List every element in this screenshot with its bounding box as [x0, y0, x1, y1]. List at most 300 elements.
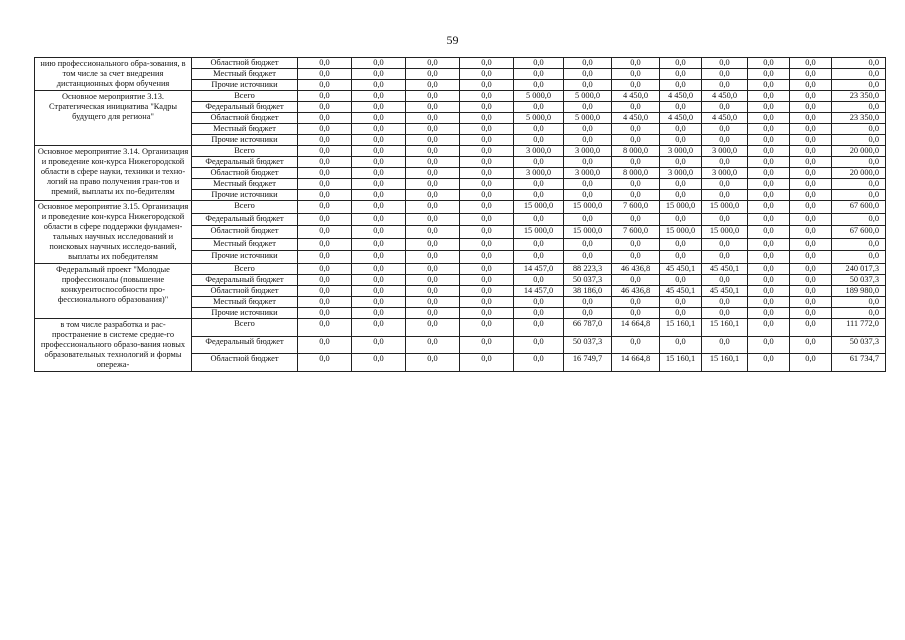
value-cell: 0,0 — [702, 251, 748, 264]
value-cell: 0,0 — [460, 102, 514, 113]
total-cell: 0,0 — [832, 124, 886, 135]
value-cell: 0,0 — [406, 213, 460, 226]
value-cell: 0,0 — [702, 157, 748, 168]
value-cell: 0,0 — [790, 319, 832, 337]
total-cell: 0,0 — [832, 213, 886, 226]
value-cell: 0,0 — [702, 213, 748, 226]
value-cell: 0,0 — [748, 297, 790, 308]
value-cell: 15 000,0 — [514, 201, 564, 214]
value-cell: 0,0 — [612, 124, 660, 135]
value-cell: 0,0 — [352, 190, 406, 201]
value-cell: 0,0 — [790, 102, 832, 113]
value-cell: 14 457,0 — [514, 264, 564, 275]
value-cell: 0,0 — [748, 168, 790, 179]
value-cell: 0,0 — [298, 264, 352, 275]
value-cell: 5 000,0 — [514, 113, 564, 124]
value-cell: 0,0 — [460, 80, 514, 91]
value-cell: 0,0 — [748, 190, 790, 201]
value-cell: 0,0 — [790, 113, 832, 124]
value-cell: 0,0 — [564, 308, 612, 319]
value-cell: 0,0 — [790, 69, 832, 80]
value-cell: 46 436,8 — [612, 264, 660, 275]
value-cell: 0,0 — [352, 135, 406, 146]
value-cell: 0,0 — [352, 124, 406, 135]
value-cell: 14 457,0 — [514, 286, 564, 297]
value-cell: 0,0 — [298, 190, 352, 201]
value-cell: 16 749,7 — [564, 354, 612, 372]
value-cell: 4 450,0 — [660, 91, 702, 102]
value-cell: 8 000,0 — [612, 146, 660, 157]
total-cell: 0,0 — [832, 80, 886, 91]
value-cell: 0,0 — [564, 124, 612, 135]
total-cell: 0,0 — [832, 69, 886, 80]
funding-source-cell: Федеральный бюджет — [192, 275, 298, 286]
value-cell: 0,0 — [748, 69, 790, 80]
value-cell: 0,0 — [790, 226, 832, 239]
activity-title: в том числе разработка и рас-пространение в системе средне-го профессионального образо-вания новых образовательных технологий и формы опережа- — [35, 319, 192, 372]
activity-title: Основное мероприятие 3.14. Организация и проведение кон-курса Нижегородской области в сфере науки, техники и техно-логий на право получения гран-тов и премий, выплаты их по-бедителям — [35, 146, 192, 201]
value-cell: 0,0 — [748, 251, 790, 264]
value-cell: 0,0 — [460, 58, 514, 69]
value-cell: 0,0 — [406, 226, 460, 239]
value-cell: 0,0 — [660, 179, 702, 190]
funding-source-cell: Местный бюджет — [192, 124, 298, 135]
value-cell: 0,0 — [298, 238, 352, 251]
value-cell: 0,0 — [460, 201, 514, 214]
value-cell: 3 000,0 — [702, 168, 748, 179]
value-cell: 0,0 — [790, 146, 832, 157]
value-cell: 0,0 — [514, 251, 564, 264]
funding-source-cell: Областной бюджет — [192, 113, 298, 124]
value-cell: 0,0 — [298, 135, 352, 146]
value-cell: 0,0 — [298, 213, 352, 226]
value-cell: 0,0 — [298, 319, 352, 337]
value-cell: 0,0 — [352, 354, 406, 372]
value-cell: 0,0 — [702, 238, 748, 251]
value-cell: 15 000,0 — [702, 226, 748, 239]
value-cell: 0,0 — [460, 251, 514, 264]
value-cell: 0,0 — [514, 179, 564, 190]
budget-table — [34, 57, 886, 372]
value-cell: 0,0 — [748, 102, 790, 113]
activity-title: нию профессионального обра-зования, в том числе за счет внедрения дистанционных форм обучения — [35, 58, 192, 91]
value-cell: 15 160,1 — [702, 354, 748, 372]
value-cell: 0,0 — [660, 124, 702, 135]
value-cell: 0,0 — [298, 251, 352, 264]
value-cell: 15 000,0 — [514, 226, 564, 239]
value-cell: 0,0 — [748, 319, 790, 337]
value-cell: 0,0 — [790, 190, 832, 201]
value-cell: 0,0 — [612, 58, 660, 69]
value-cell: 0,0 — [514, 124, 564, 135]
funding-source-cell: Областной бюджет — [192, 168, 298, 179]
value-cell: 14 664,8 — [612, 319, 660, 337]
value-cell: 0,0 — [790, 58, 832, 69]
total-cell: 67 600,0 — [832, 226, 886, 239]
value-cell: 0,0 — [460, 275, 514, 286]
value-cell: 0,0 — [406, 58, 460, 69]
value-cell: 0,0 — [352, 275, 406, 286]
value-cell: 0,0 — [406, 69, 460, 80]
value-cell: 0,0 — [514, 319, 564, 337]
value-cell: 0,0 — [352, 113, 406, 124]
value-cell: 0,0 — [660, 251, 702, 264]
value-cell: 0,0 — [406, 80, 460, 91]
value-cell: 0,0 — [564, 251, 612, 264]
value-cell: 0,0 — [298, 146, 352, 157]
value-cell: 0,0 — [790, 201, 832, 214]
value-cell: 15 160,1 — [660, 354, 702, 372]
total-cell: 50 037,3 — [832, 336, 886, 354]
value-cell: 0,0 — [298, 201, 352, 214]
table-row — [35, 319, 886, 337]
funding-source-cell: Всего — [192, 319, 298, 337]
value-cell: 0,0 — [298, 179, 352, 190]
activity-title: Федеральный проект "Молодые профессионалы (повышение конкурентоспособности про-фессионального образования)" — [35, 264, 192, 319]
funding-source-cell: Федеральный бюджет — [192, 336, 298, 354]
value-cell: 0,0 — [298, 113, 352, 124]
funding-source-cell: Федеральный бюджет — [192, 157, 298, 168]
value-cell: 0,0 — [660, 157, 702, 168]
value-cell: 0,0 — [564, 102, 612, 113]
value-cell: 0,0 — [460, 69, 514, 80]
value-cell: 0,0 — [514, 190, 564, 201]
value-cell: 0,0 — [460, 319, 514, 337]
value-cell: 0,0 — [352, 168, 406, 179]
value-cell: 0,0 — [702, 275, 748, 286]
value-cell: 5 000,0 — [564, 113, 612, 124]
value-cell: 0,0 — [352, 251, 406, 264]
value-cell: 0,0 — [748, 226, 790, 239]
value-cell: 0,0 — [612, 297, 660, 308]
value-cell: 0,0 — [748, 146, 790, 157]
total-cell: 0,0 — [832, 135, 886, 146]
value-cell: 0,0 — [514, 336, 564, 354]
value-cell: 0,0 — [660, 69, 702, 80]
value-cell: 0,0 — [660, 190, 702, 201]
value-cell: 0,0 — [748, 201, 790, 214]
page-number: 59 — [446, 33, 459, 47]
total-cell: 240 017,3 — [832, 264, 886, 275]
total-cell: 0,0 — [832, 190, 886, 201]
value-cell: 0,0 — [460, 135, 514, 146]
value-cell: 15 000,0 — [564, 201, 612, 214]
table-row — [35, 91, 886, 102]
value-cell: 0,0 — [352, 336, 406, 354]
total-cell: 20 000,0 — [832, 146, 886, 157]
value-cell: 0,0 — [514, 238, 564, 251]
value-cell: 50 037,3 — [564, 336, 612, 354]
value-cell: 0,0 — [460, 354, 514, 372]
value-cell: 0,0 — [460, 157, 514, 168]
value-cell: 0,0 — [298, 286, 352, 297]
value-cell: 0,0 — [460, 213, 514, 226]
value-cell: 0,0 — [298, 308, 352, 319]
value-cell: 0,0 — [702, 135, 748, 146]
activity-title: Основное мероприятие 3.15. Организация и проведение кон-курса Нижегородской области в сфере поддержки фундамен-тальных научных исследований и поисковых научных исследо-ваний, выплаты их победителям — [35, 201, 192, 264]
value-cell: 0,0 — [352, 226, 406, 239]
value-cell: 0,0 — [660, 102, 702, 113]
value-cell: 0,0 — [406, 286, 460, 297]
funding-source-cell: Местный бюджет — [192, 179, 298, 190]
value-cell: 0,0 — [790, 213, 832, 226]
value-cell: 0,0 — [352, 146, 406, 157]
value-cell: 0,0 — [514, 135, 564, 146]
value-cell: 0,0 — [660, 213, 702, 226]
value-cell: 0,0 — [460, 308, 514, 319]
value-cell: 0,0 — [514, 354, 564, 372]
total-cell: 23 350,0 — [832, 113, 886, 124]
value-cell: 0,0 — [460, 113, 514, 124]
funding-source-cell: Местный бюджет — [192, 297, 298, 308]
value-cell: 0,0 — [564, 238, 612, 251]
value-cell: 3 000,0 — [564, 146, 612, 157]
value-cell: 3 000,0 — [660, 168, 702, 179]
value-cell: 0,0 — [352, 286, 406, 297]
value-cell: 0,0 — [748, 213, 790, 226]
value-cell: 0,0 — [790, 91, 832, 102]
value-cell: 0,0 — [460, 336, 514, 354]
funding-source-cell: Всего — [192, 91, 298, 102]
value-cell: 0,0 — [564, 69, 612, 80]
value-cell: 0,0 — [702, 69, 748, 80]
activity-title: Основное мероприятие 3.13. Стратегическая инициатива "Кадры будущего для региона" — [35, 91, 192, 146]
value-cell: 0,0 — [298, 157, 352, 168]
total-cell: 0,0 — [832, 308, 886, 319]
value-cell: 45 450,1 — [702, 264, 748, 275]
value-cell: 0,0 — [748, 354, 790, 372]
value-cell: 0,0 — [748, 308, 790, 319]
value-cell: 0,0 — [748, 135, 790, 146]
value-cell: 0,0 — [564, 157, 612, 168]
table-row — [35, 146, 886, 157]
value-cell: 0,0 — [406, 238, 460, 251]
total-cell: 0,0 — [832, 179, 886, 190]
value-cell: 0,0 — [460, 168, 514, 179]
value-cell: 0,0 — [406, 201, 460, 214]
value-cell: 0,0 — [298, 80, 352, 91]
value-cell: 0,0 — [748, 275, 790, 286]
value-cell: 0,0 — [612, 179, 660, 190]
funding-source-cell: Всего — [192, 146, 298, 157]
value-cell: 0,0 — [660, 80, 702, 91]
value-cell: 0,0 — [790, 135, 832, 146]
funding-source-cell: Всего — [192, 264, 298, 275]
value-cell: 15 000,0 — [660, 201, 702, 214]
value-cell: 0,0 — [460, 226, 514, 239]
value-cell: 0,0 — [748, 80, 790, 91]
total-cell: 0,0 — [832, 58, 886, 69]
value-cell: 0,0 — [460, 286, 514, 297]
value-cell: 0,0 — [612, 80, 660, 91]
value-cell: 0,0 — [564, 58, 612, 69]
value-cell: 0,0 — [612, 251, 660, 264]
value-cell: 0,0 — [702, 179, 748, 190]
funding-source-cell: Областной бюджет — [192, 58, 298, 69]
value-cell: 0,0 — [790, 80, 832, 91]
value-cell: 0,0 — [406, 146, 460, 157]
value-cell: 0,0 — [406, 275, 460, 286]
value-cell: 0,0 — [352, 213, 406, 226]
value-cell: 15 160,1 — [702, 319, 748, 337]
value-cell: 0,0 — [406, 308, 460, 319]
value-cell: 0,0 — [790, 297, 832, 308]
value-cell: 0,0 — [612, 69, 660, 80]
value-cell: 45 450,1 — [660, 264, 702, 275]
total-cell: 0,0 — [832, 251, 886, 264]
value-cell: 0,0 — [406, 179, 460, 190]
value-cell: 15 000,0 — [702, 201, 748, 214]
value-cell: 0,0 — [612, 102, 660, 113]
value-cell: 7 600,0 — [612, 201, 660, 214]
value-cell: 46 436,8 — [612, 286, 660, 297]
value-cell: 0,0 — [352, 157, 406, 168]
value-cell: 0,0 — [702, 336, 748, 354]
value-cell: 0,0 — [748, 264, 790, 275]
value-cell: 0,0 — [514, 58, 564, 69]
value-cell: 15 160,1 — [660, 319, 702, 337]
table-row — [35, 201, 886, 214]
value-cell: 0,0 — [748, 91, 790, 102]
value-cell: 4 450,0 — [612, 113, 660, 124]
value-cell: 0,0 — [748, 286, 790, 297]
total-cell: 189 980,0 — [832, 286, 886, 297]
value-cell: 0,0 — [352, 297, 406, 308]
value-cell: 0,0 — [612, 135, 660, 146]
value-cell: 45 450,1 — [702, 286, 748, 297]
funding-source-cell: Прочие источники — [192, 190, 298, 201]
value-cell: 0,0 — [406, 336, 460, 354]
funding-source-cell: Областной бюджет — [192, 226, 298, 239]
total-cell: 50 037,3 — [832, 275, 886, 286]
funding-source-cell: Прочие источники — [192, 308, 298, 319]
value-cell: 3 000,0 — [702, 146, 748, 157]
value-cell: 0,0 — [790, 157, 832, 168]
value-cell: 0,0 — [790, 124, 832, 135]
value-cell: 0,0 — [298, 275, 352, 286]
total-cell: 111 772,0 — [832, 319, 886, 337]
total-cell: 23 350,0 — [832, 91, 886, 102]
table-row — [35, 264, 886, 275]
value-cell: 3 000,0 — [514, 168, 564, 179]
value-cell: 3 000,0 — [514, 146, 564, 157]
value-cell: 0,0 — [460, 91, 514, 102]
value-cell: 14 664,8 — [612, 354, 660, 372]
value-cell: 0,0 — [298, 102, 352, 113]
value-cell: 0,0 — [406, 124, 460, 135]
value-cell: 0,0 — [406, 168, 460, 179]
value-cell: 0,0 — [564, 190, 612, 201]
value-cell: 0,0 — [790, 275, 832, 286]
value-cell: 0,0 — [790, 336, 832, 354]
total-cell: 0,0 — [832, 102, 886, 113]
value-cell: 0,0 — [660, 58, 702, 69]
value-cell: 0,0 — [406, 319, 460, 337]
funding-source-cell: Прочие источники — [192, 135, 298, 146]
value-cell: 0,0 — [660, 308, 702, 319]
funding-source-cell: Областной бюджет — [192, 354, 298, 372]
value-cell: 0,0 — [748, 179, 790, 190]
value-cell: 0,0 — [564, 135, 612, 146]
total-cell: 0,0 — [832, 238, 886, 251]
funding-source-cell: Областной бюджет — [192, 286, 298, 297]
funding-source-cell: Местный бюджет — [192, 69, 298, 80]
value-cell: 0,0 — [702, 80, 748, 91]
value-cell: 0,0 — [514, 157, 564, 168]
value-cell: 0,0 — [352, 238, 406, 251]
value-cell: 0,0 — [790, 286, 832, 297]
value-cell: 0,0 — [748, 238, 790, 251]
value-cell: 0,0 — [352, 264, 406, 275]
total-cell: 61 734,7 — [832, 354, 886, 372]
value-cell: 0,0 — [406, 113, 460, 124]
total-cell: 0,0 — [832, 157, 886, 168]
value-cell: 5 000,0 — [514, 91, 564, 102]
value-cell: 0,0 — [702, 124, 748, 135]
value-cell: 88 223,3 — [564, 264, 612, 275]
value-cell: 0,0 — [790, 251, 832, 264]
value-cell: 50 037,3 — [564, 275, 612, 286]
value-cell: 0,0 — [352, 58, 406, 69]
value-cell: 5 000,0 — [564, 91, 612, 102]
value-cell: 0,0 — [514, 80, 564, 91]
total-cell: 0,0 — [832, 297, 886, 308]
value-cell: 0,0 — [352, 80, 406, 91]
value-cell: 4 450,0 — [612, 91, 660, 102]
value-cell: 0,0 — [660, 275, 702, 286]
value-cell: 0,0 — [406, 135, 460, 146]
value-cell: 0,0 — [460, 238, 514, 251]
value-cell: 4 450,0 — [660, 113, 702, 124]
value-cell: 0,0 — [460, 297, 514, 308]
value-cell: 0,0 — [352, 91, 406, 102]
value-cell: 0,0 — [406, 157, 460, 168]
value-cell: 0,0 — [660, 336, 702, 354]
value-cell: 0,0 — [612, 336, 660, 354]
value-cell: 0,0 — [790, 308, 832, 319]
value-cell: 0,0 — [298, 354, 352, 372]
value-cell: 66 787,0 — [564, 319, 612, 337]
value-cell: 0,0 — [460, 190, 514, 201]
value-cell: 0,0 — [298, 226, 352, 239]
total-cell: 20 000,0 — [832, 168, 886, 179]
value-cell: 0,0 — [702, 102, 748, 113]
value-cell: 0,0 — [748, 124, 790, 135]
funding-source-cell: Прочие источники — [192, 80, 298, 91]
value-cell: 0,0 — [564, 213, 612, 226]
value-cell: 15 000,0 — [564, 226, 612, 239]
value-cell: 4 450,0 — [702, 113, 748, 124]
value-cell: 0,0 — [748, 113, 790, 124]
value-cell: 0,0 — [514, 213, 564, 226]
value-cell: 0,0 — [406, 264, 460, 275]
value-cell: 0,0 — [748, 157, 790, 168]
value-cell: 0,0 — [612, 308, 660, 319]
table-row — [35, 58, 886, 69]
value-cell: 4 450,0 — [702, 91, 748, 102]
value-cell: 0,0 — [564, 179, 612, 190]
value-cell: 0,0 — [406, 190, 460, 201]
value-cell: 0,0 — [612, 190, 660, 201]
funding-source-cell: Федеральный бюджет — [192, 102, 298, 113]
value-cell: 0,0 — [352, 308, 406, 319]
value-cell: 0,0 — [460, 264, 514, 275]
value-cell: 0,0 — [298, 336, 352, 354]
value-cell: 0,0 — [406, 91, 460, 102]
value-cell: 0,0 — [514, 297, 564, 308]
value-cell: 0,0 — [702, 297, 748, 308]
value-cell: 0,0 — [564, 297, 612, 308]
